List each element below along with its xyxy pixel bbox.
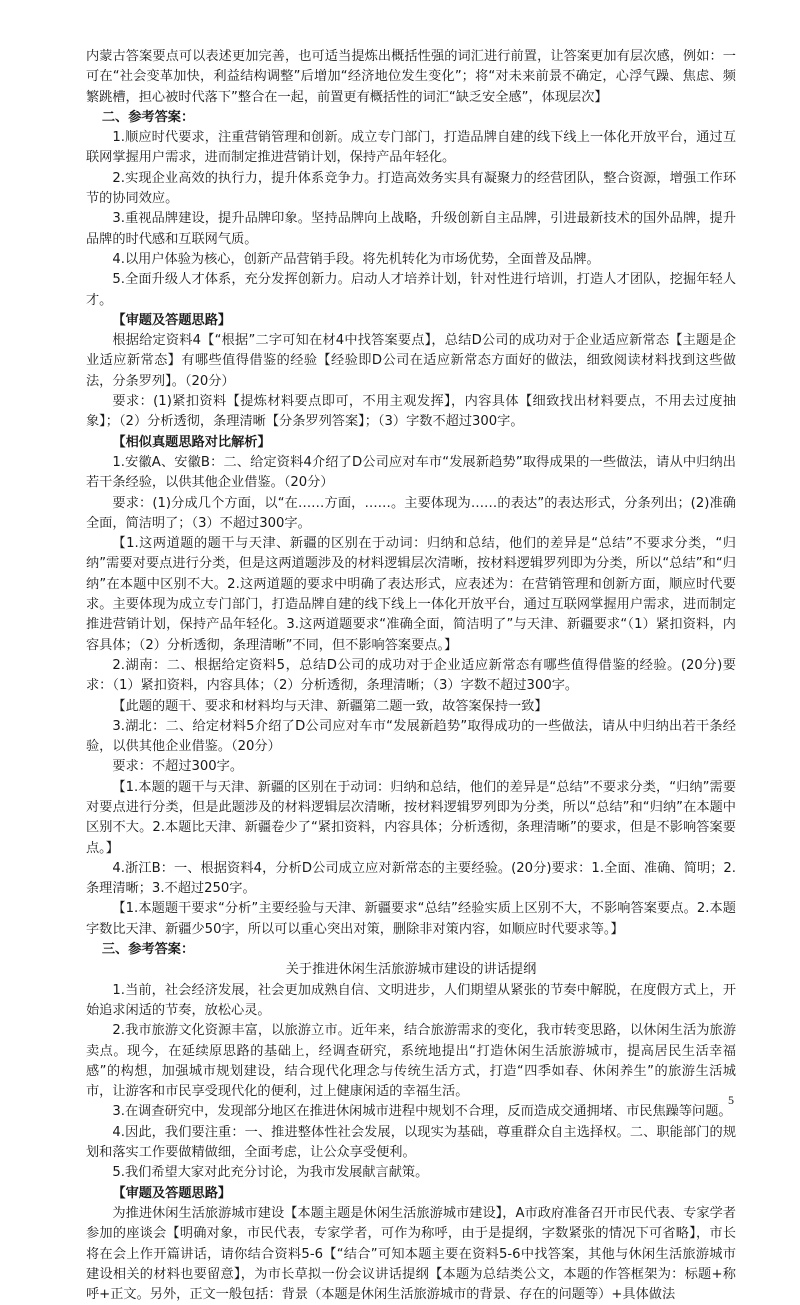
paragraph: 要求：(1)分成几个方面，以“在……方面，……。主要体现为……的表达”的表达形式，分条列出；(2)准确全面，简洁明了；（3）不超过300字。 — [86, 495, 736, 531]
page-number: 5 — [728, 1093, 734, 1107]
paragraph: 【此题的题干、要求和材料均与天津、新疆第二题一致，故答案保持一致】 — [112, 698, 548, 714]
paragraph: 2.湖南：二、根据给定资料5，总结D公司的成功对于企业适应新常态有哪些值得借鉴的经验。(20分)要求：（1）紧扣资料，内容具体；（2）分析透彻，条理清晰；（3）字数不超过300字。 — [86, 657, 736, 694]
paragraph: 1.顺应时代要求，注重营销管理和创新。成立专门部门，打造品牌自建的线下线上一体化开放平台，通过互联网掌握用户需求，进而制定推进营销计划，保持产品年轻化。 — [86, 130, 736, 166]
paragraph: 4.因此，我们要注重：一、推进整体性社会发展，以现实为基础，尊重群众自主选择权。二、职能部门的规划和落实工作要做精做细，全面考虑，让公众享受便利。 — [86, 1124, 736, 1161]
paragraph: 1.当前，社会经济发展，社会更加成熟自信、文明进步，人们期望从紧张的节奏中解脱，在度假方式上，开始追求闲适的节奏，放松心灵。 — [86, 982, 736, 1018]
paragraph: 3.重视品牌建设，提升品牌印象。坚持品牌向上战略，升级创新自主品牌，引进最新技术的国外品牌，提升品牌的时代感和互联网气质。 — [86, 211, 736, 247]
paragraph: 【审题及答题思路】 — [112, 312, 232, 328]
paragraph: 为推进休闲生活旅游城市建设【本题主题是休闲生活旅游城市建设】，A市政府准备召开市民代表、专家学者参加的座谈会【明确对象，市民代表，专家学者，可作为称呼，由于是提纲，字数紧张的情况下可省略】，市长将在会上作开篇讲话，请你结合资料5-6【“结合”可知本题主要在资料5-6中找答案，其他与休闲生活旅游城市建设相关的材料也要留意】，为市长草拟一份会议讲话提纲【本题为总结类公文，本题的作答框架为：标题+称呼+正文。另外，正文一般包括：背景（本题是休闲生活旅游城市的背景、存在的问题等）+具体做法 — [86, 1205, 736, 1303]
paragraph: 二、参考答案： — [101, 109, 195, 125]
paragraph: 1.安徽A、安徽B：二、给定资料4介绍了D公司应对车市“发展新趋势”取得成果的一些做法，请从中归纳出若干条经验，以供其他企业借鉴。（20分） — [86, 454, 736, 491]
paragraph: 要求：(1)紧扣资料【提炼材料要点即可，不用主观发挥】，内容具体【细致找出材料要点，不用去过度抽象】；（2）分析透彻，条理清晰【分条罗列答案】；（3）字数不超过300字。 — [86, 394, 736, 430]
paragraph: 3.湖北：二、给定材料5介绍了D公司应对车市“发展新趋势”取得成功的一些做法，请从中归纳出若干条经验，以供其他企业借鉴。（20分） — [86, 718, 736, 755]
document-body — [86, 47, 736, 1305]
paragraph: 【1.这两道题的题干与天津、新疆的区别在于动词：归纳和总结，他们的差异是“总结”不要求分类，“归纳”需要对要点进行分类，但是这两道题涉及的材料逻辑层次清晰，按材料逻辑罗列即为分类，所以“总结”和“归纳”在本题中区别不大。2.这两道题的要求中明确了表达形式，应表述为：在营销管理和创新方面，顺应时代要求。主要体现为成立专门部门，打造品牌自建的线下线上一体化开放平台，通过互联网掌握用户需求，进而制定推进营销计划，保持产品年轻化。3.这两道题要求“准确全面，简洁明了”与天津、新疆要求“（1）紧扣资料，内容具体；（2）分析透彻，条理清晰”不同，但不影响答案要点。】 — [86, 536, 736, 653]
paragraph: 3.在调查研究中，发现部分地区在推进休闲城市进程中规划不合理，反而造成交通拥堵、市民焦躁等问题。 — [112, 1104, 732, 1120]
paragraph: 根据给定资料4【“根据”二字可知在材4中找答案要点】，总结D公司的成功对于企业适应新常态【主题是企业适应新常态】有哪些值得借鉴的经验【经验即D公司在适应新常态方面好的做法，细致阅读材料找到这些做法，分条罗列】。（20分） — [86, 333, 736, 389]
paragraph: 要求：不超过300字。 — [112, 759, 244, 775]
paragraph: 【相似真题思路对比解析】 — [112, 434, 271, 450]
paragraph: 2.我市旅游文化资源丰富，以旅游立市。近年来，结合旅游需求的变化，我市转变思路，以休闲生活为旅游卖点。现今，在延续原思路的基础上，经调查研究，系统地提出“打造休闲生活旅游城市，提高居民生活幸福感”的构想，加强城市规划建设，结合现代化理念与传统生活方式，打造“四季如春、休闲养生”的旅游生活城市，让游客和市民享受现代化的便利，过上健康闲适的幸福生活。 — [86, 1023, 736, 1100]
paragraph: 关于推进休闲生活旅游城市建设的讲话提纲 — [285, 962, 537, 978]
paragraph: 4.以用户体验为核心，创新产品营销手段。将先机转化为市场优势，全面普及品牌。 — [112, 251, 600, 267]
paragraph: 【审题及答题思路】 — [112, 1185, 232, 1201]
paragraph: 内蒙古答案要点可以表述更加完善，也可适当提炼出概括性强的词汇进行前置，让答案更加有层次感，例如：一可在“社会变革加快，利益结构调整”后增加“经济地位发生变化”；将“对未来前景不确定，心浮气躁、焦虑、频繁跳槽，担心被时代落下”整合在一起，前置更有概括性的词汇“缺乏安全感”，体现层次】 — [86, 49, 736, 105]
paragraph: 【1.本题题干要求“分析”主要经验与天津、新疆要求“总结”经验实质上区别不大，不影响答案要点。2.本题字数比天津、新疆少50字，所以可以重心突出对策，删除非对策内容，如顺应时代要求等。】 — [86, 901, 736, 937]
paragraph: 2.实现企业高效的执行力，提升体系竞争力。打造高效务实具有凝聚力的经营团队，整合资源，增强工作环节的协同效应。 — [86, 170, 736, 207]
paragraph: 5.全面升级人才体系，充分发挥创新力。启动人才培养计划，针对性进行培训，打造人才团队，挖掘年轻人才。 — [86, 272, 736, 308]
paragraph: 【1.本题的题干与天津、新疆的区别在于动词：归纳和总结，他们的差异是“总结”不要求分类，“归纳”需要对要点进行分类，但是此题涉及的材料逻辑层次清晰，按材料逻辑罗列即为分类，所以“总结”和“归纳”在本题中区别不大。2.本题比天津、新疆卷少了“紧扣资料，内容具体；分析透彻，条理清晰”的要求，但是不影响答案要点。】 — [86, 779, 736, 856]
paragraph: 4.浙江B：一、根据资料4，分析D公司成立应对新常态的主要经验。(20分)要求：1.全面、准确、简明；2.条理清晰；3.不超过250字。 — [86, 860, 736, 897]
paragraph: 5.我们希望大家对此充分讨论，为我市发展献言献策。 — [112, 1165, 429, 1181]
paragraph: 三、参考答案： — [101, 942, 195, 958]
